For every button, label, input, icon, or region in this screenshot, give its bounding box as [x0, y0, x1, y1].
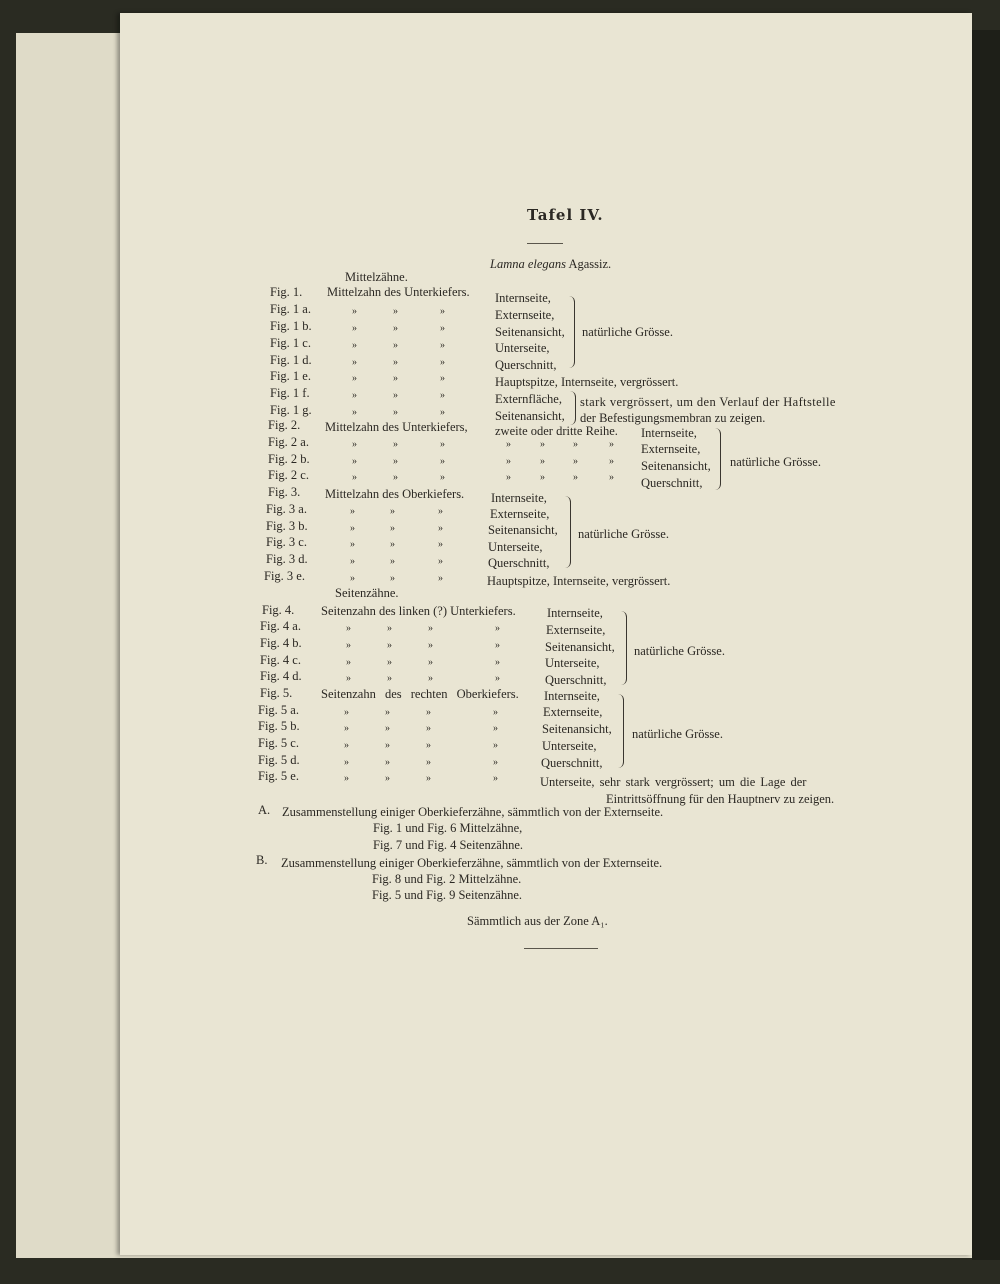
page-title: Tafel IV.: [527, 206, 604, 224]
ditto-mark: »: [495, 640, 500, 651]
ditto-mark: »: [346, 657, 351, 668]
ditto-mark: »: [344, 707, 349, 718]
natural-size: natürliche Grösse.: [632, 727, 723, 741]
ditto-mark: »: [387, 657, 392, 668]
view-label: Externseite,: [546, 623, 606, 637]
ditto-mark: »: [540, 439, 545, 450]
fig-label: Fig. 1 e.: [270, 369, 311, 383]
fig-label: Fig. 4 a.: [260, 619, 301, 633]
ditto-mark: »: [426, 740, 431, 751]
view-label: Internseite,: [495, 291, 551, 305]
ditto-mark: »: [390, 573, 395, 584]
view-label: Internseite,: [544, 689, 600, 703]
fig-label: Fig. 2 b.: [268, 452, 310, 466]
ditto-mark: »: [438, 539, 443, 550]
ditto-mark: »: [440, 407, 445, 418]
ditto-mark: »: [393, 390, 398, 401]
view-label: Seitenansicht,: [488, 523, 558, 537]
view-label: Querschnitt,: [641, 476, 703, 490]
ditto-mark: »: [393, 323, 398, 334]
view-label: Internseite,: [547, 606, 603, 620]
bottom-rule: [524, 948, 598, 949]
view-label: Hauptspitze, Internseite, vergrössert.: [487, 574, 671, 588]
fig-label: Fig. 5 d.: [258, 753, 300, 767]
ditto-mark: »: [428, 657, 433, 668]
ditto-mark: »: [352, 340, 357, 351]
ditto-mark: »: [385, 757, 390, 768]
view-label: Unterseite,: [488, 540, 543, 554]
ditto-mark: »: [393, 306, 398, 317]
ditto-mark: »: [440, 439, 445, 450]
view-note: Eintrittsöffnung für den Hauptnerv zu zeigen.: [606, 792, 835, 806]
view-label: Unterseite, sehr stark vergrössert; um die Lage der: [540, 775, 807, 789]
ditto-mark: »: [440, 373, 445, 384]
view-note: stark vergrössert, um den Verlauf der Haftstelle: [580, 395, 836, 409]
ditto-mark: »: [393, 373, 398, 384]
ditto-mark: »: [393, 340, 398, 351]
view-label: Querschnitt,: [541, 756, 603, 770]
fig-label: Fig. 1 d.: [270, 353, 312, 367]
ditto-mark: »: [350, 539, 355, 550]
ditto-mark: »: [385, 740, 390, 751]
note-b-line1: Fig. 8 und Fig. 2 Mittelzähne.: [372, 872, 522, 886]
fig-label: Fig. 5 b.: [258, 719, 300, 733]
ditto-mark: »: [493, 740, 498, 751]
note-b-label: B.: [256, 853, 268, 867]
ditto-mark: »: [440, 456, 445, 467]
ditto-mark: »: [350, 556, 355, 567]
ditto-mark: »: [493, 773, 498, 784]
ditto-mark: »: [393, 407, 398, 418]
ditto-mark: »: [438, 523, 443, 534]
ditto-mark: »: [495, 623, 500, 634]
zone-note: Sämmtlich aus der Zone A₁.: [467, 914, 608, 928]
ditto-mark: »: [426, 723, 431, 734]
fig-label: Fig. 4.: [262, 603, 295, 617]
view-label: Externseite,: [641, 442, 701, 456]
ditto-mark: »: [352, 323, 357, 334]
fig-desc: Mittelzahn des Unterkiefers.: [327, 285, 470, 299]
ditto-mark: »: [493, 723, 498, 734]
fig-desc: Seitenzahn des rechten Oberkiefers.: [321, 687, 519, 701]
fig-desc: Seitenzahn des linken (?) Unterkiefers.: [321, 604, 516, 618]
fig-label: Fig. 3 c.: [266, 535, 307, 549]
fig-label: Fig. 1 a.: [270, 302, 311, 316]
view-note: der Befestigungsmembran zu zeigen.: [580, 411, 766, 425]
ditto-mark: »: [346, 640, 351, 651]
natural-size: natürliche Grösse.: [634, 644, 725, 658]
ditto-mark: »: [352, 439, 357, 450]
fig-label: Fig. 4 c.: [260, 653, 301, 667]
ditto-mark: »: [352, 373, 357, 384]
fig-desc: Mittelzahn des Unterkiefers,: [325, 420, 468, 434]
brace: [568, 296, 575, 368]
fig-label: Fig. 2.: [268, 418, 301, 432]
view-label: Querschnitt,: [545, 673, 607, 687]
ditto-mark: »: [385, 773, 390, 784]
fig-label: Fig. 3 b.: [266, 519, 308, 533]
ditto-mark: »: [352, 472, 357, 483]
natural-size: natürliche Grösse.: [578, 527, 669, 541]
view-label: Externseite,: [490, 507, 550, 521]
fig-label: Fig. 1 f.: [270, 386, 310, 400]
ditto-mark: »: [438, 506, 443, 517]
view-label: Querschnitt,: [488, 556, 550, 570]
note-b-text: Zusammenstellung einiger Oberkieferzähne, sämmtlich von der Externseite.: [281, 856, 663, 870]
ditto-mark: »: [352, 407, 357, 418]
ditto-mark: »: [390, 539, 395, 550]
ditto-mark: »: [385, 707, 390, 718]
fig-label: Fig. 2 c.: [268, 468, 309, 482]
species-author: Agassiz.: [568, 257, 612, 271]
brace: [569, 391, 576, 425]
ditto-mark: »: [609, 472, 614, 483]
species-italic: Lamna elegans: [490, 257, 567, 271]
view-label: Querschnitt,: [495, 358, 557, 372]
ditto-mark: »: [440, 306, 445, 317]
ditto-mark: »: [352, 357, 357, 368]
species-name: [490, 257, 611, 272]
note-a-line1: Fig. 1 und Fig. 6 Mittelzähne,: [373, 821, 523, 835]
fig-label: Fig. 3 d.: [266, 552, 308, 566]
book-edge: [972, 30, 1000, 1260]
fig-label: Fig. 1 g.: [270, 403, 312, 417]
fig-label: Fig. 4 d.: [260, 669, 302, 683]
note-a-line2: Fig. 7 und Fig. 4 Seitenzähne.: [373, 838, 523, 852]
ditto-mark: »: [609, 456, 614, 467]
ditto-mark: »: [390, 506, 395, 517]
ditto-mark: »: [385, 723, 390, 734]
fig-label: Fig. 5 a.: [258, 703, 299, 717]
ditto-mark: »: [344, 740, 349, 751]
ditto-mark: »: [428, 640, 433, 651]
ditto-mark: »: [426, 707, 431, 718]
view-label: Unterseite,: [542, 739, 597, 753]
ditto-mark: »: [440, 357, 445, 368]
ditto-mark: »: [393, 456, 398, 467]
ditto-mark: »: [352, 390, 357, 401]
ditto-mark: »: [350, 573, 355, 584]
fig-label: Fig. 1.: [270, 285, 303, 299]
ditto-mark: »: [493, 757, 498, 768]
ditto-mark: »: [440, 390, 445, 401]
ditto-mark: »: [609, 439, 614, 450]
ditto-mark: »: [540, 456, 545, 467]
view-label: Externfläche,: [495, 392, 562, 406]
ditto-mark: »: [426, 757, 431, 768]
view-label: Seitenansicht,: [545, 640, 615, 654]
natural-size: natürliche Grösse.: [582, 325, 673, 339]
ditto-mark: »: [393, 357, 398, 368]
ditto-mark: »: [506, 456, 511, 467]
ditto-mark: »: [352, 456, 357, 467]
note-a-label: A.: [258, 803, 271, 817]
ditto-mark: »: [387, 623, 392, 634]
brace: [714, 428, 721, 490]
fig-label: Fig. 3 e.: [264, 569, 305, 583]
brace: [564, 496, 571, 568]
ditto-mark: »: [495, 657, 500, 668]
fig-label: Fig. 5 c.: [258, 736, 299, 750]
ditto-mark: »: [344, 723, 349, 734]
view-label: Seitenansicht,: [641, 459, 711, 473]
title-rule: [527, 243, 563, 244]
natural-size: natürliche Grösse.: [730, 455, 821, 469]
view-label: Unterseite,: [495, 341, 550, 355]
ditto-mark: »: [438, 556, 443, 567]
brace: [617, 694, 624, 768]
ditto-mark: »: [493, 707, 498, 718]
ditto-mark: »: [346, 623, 351, 634]
fig-label: Fig. 4 b.: [260, 636, 302, 650]
ditto-mark: »: [344, 773, 349, 784]
fig-label: Fig. 1 c.: [270, 336, 311, 350]
ditto-mark: »: [346, 673, 351, 684]
ditto-mark: »: [506, 472, 511, 483]
fig-label: Fig. 5.: [260, 686, 293, 700]
view-label: Internseite,: [491, 491, 547, 505]
ditto-mark: »: [390, 523, 395, 534]
view-label: Seitenansicht,: [495, 325, 565, 339]
ditto-mark: »: [393, 439, 398, 450]
fig-label: Fig. 2 a.: [268, 435, 309, 449]
view-label: Unterseite,: [545, 656, 600, 670]
ditto-mark: »: [352, 306, 357, 317]
fig-desc: Mittelzahn des Oberkiefers.: [325, 487, 465, 501]
view-label: Seitenansicht,: [542, 722, 612, 736]
ditto-mark: »: [440, 323, 445, 334]
ditto-mark: »: [428, 673, 433, 684]
ditto-mark: »: [573, 472, 578, 483]
view-label: Seitenansicht,: [495, 409, 565, 423]
view-label: Externseite,: [495, 308, 555, 322]
ditto-mark: »: [440, 340, 445, 351]
ditto-mark: »: [387, 640, 392, 651]
ditto-mark: »: [393, 472, 398, 483]
note-b-line2: Fig. 5 und Fig. 9 Seitenzähne.: [372, 888, 522, 902]
fig-label: Fig. 1 b.: [270, 319, 312, 333]
ditto-mark: »: [350, 506, 355, 517]
view-label: Internseite,: [641, 426, 697, 440]
ditto-mark: »: [540, 472, 545, 483]
fig-desc: zweite oder dritte Reihe.: [495, 424, 618, 438]
ditto-mark: »: [440, 472, 445, 483]
plate-page: [120, 13, 972, 1255]
fig-label: Fig. 3 a.: [266, 502, 307, 516]
ditto-mark: »: [387, 673, 392, 684]
ditto-mark: »: [495, 673, 500, 684]
note-a-text: Zusammenstellung einiger Oberkieferzähne, sämmtlich von der Externseite.: [282, 805, 664, 819]
ditto-mark: »: [390, 556, 395, 567]
fig-label: Fig. 3.: [268, 485, 301, 499]
ditto-mark: »: [506, 439, 511, 450]
ditto-mark: »: [438, 573, 443, 584]
ditto-mark: »: [350, 523, 355, 534]
fig-label: Fig. 5 e.: [258, 769, 299, 783]
ditto-mark: »: [344, 757, 349, 768]
section-mittel: Mittelzähne.: [345, 270, 408, 284]
section-seiten: Seitenzähne.: [335, 586, 399, 600]
view-label: Externseite,: [543, 705, 603, 719]
view-label: Hauptspitze, Internseite, vergrössert.: [495, 375, 679, 389]
brace: [620, 611, 627, 685]
ditto-mark: »: [573, 456, 578, 467]
ditto-mark: »: [573, 439, 578, 450]
ditto-mark: »: [428, 623, 433, 634]
ditto-mark: »: [426, 773, 431, 784]
